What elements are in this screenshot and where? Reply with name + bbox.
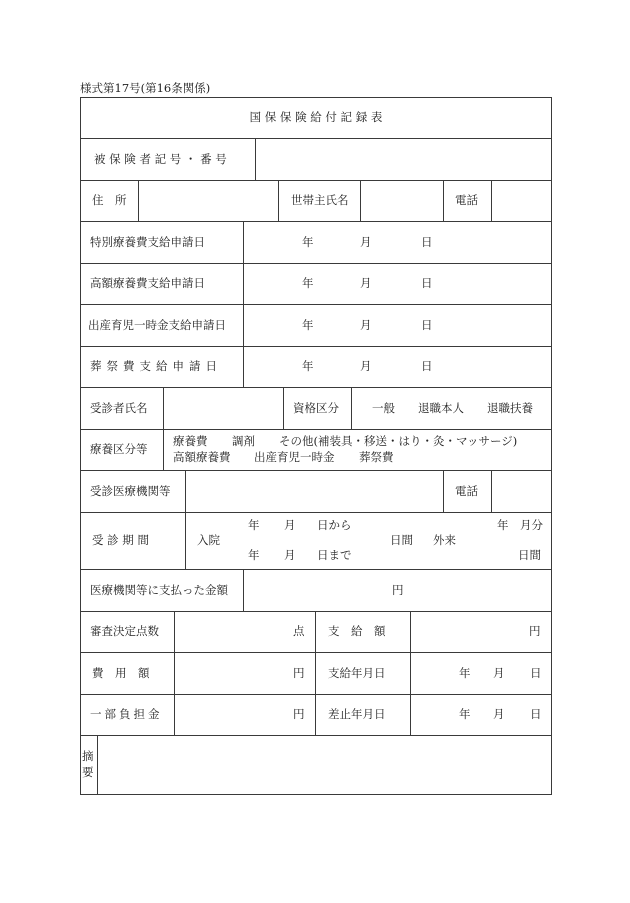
period-from-label: 日から [317, 518, 352, 532]
date-day-unit: 日 [421, 235, 433, 249]
treatment-childbirth: 出産育児一時金 [254, 450, 335, 464]
treatment-category-label: 療養区分等 [90, 442, 148, 456]
date-month-unit: 月 [360, 235, 372, 249]
payment-year-unit: 年 [459, 666, 471, 680]
row-line [80, 97, 552, 98]
period-from-month-unit: 月 [284, 518, 296, 532]
date-year-unit: 年 [302, 318, 314, 332]
col-line [255, 138, 256, 180]
cost-amount-label: 費 用 額 [92, 666, 150, 680]
facility-phone-label: 電話 [455, 484, 478, 498]
treatment-medical-fee: 療養費 [173, 434, 208, 448]
copay-yen-unit: 円 [293, 707, 305, 721]
date-month-unit: 月 [360, 359, 372, 373]
paid-amount-label: 医療機関等に支払った金額 [90, 583, 228, 597]
col-line [185, 512, 186, 569]
col-line [410, 611, 411, 735]
treatment-funeral: 葬祭費 [359, 450, 394, 464]
row-line [80, 569, 552, 570]
period-label: 受 診 期 間 [92, 533, 149, 547]
qualification-general: 一般 [372, 401, 395, 415]
date-year-unit: 年 [302, 359, 314, 373]
table-border-right [551, 97, 552, 795]
benefit-yen-unit: 円 [529, 624, 541, 638]
treatment-other: その他(補装具・移送・はり・灸・マッサージ) [279, 434, 518, 448]
payment-date-label: 支給年月日 [328, 666, 386, 680]
payment-month-unit: 月 [493, 666, 505, 680]
row-line [80, 346, 552, 347]
qualification-retired: 退職本人 [418, 401, 464, 415]
col-line [185, 470, 186, 512]
insured-symbol-label: 被 保 険 者 記 号 ・ 番 号 [94, 152, 227, 166]
col-line [174, 611, 175, 735]
col-line [491, 180, 492, 221]
payment-day-unit: 日 [530, 666, 542, 680]
inpatient-days-unit: 日間 [390, 533, 413, 547]
date-day-unit: 日 [421, 359, 433, 373]
col-line [283, 387, 284, 429]
form-code: 様式第17号(第16条関係) [80, 81, 211, 95]
paid-amount-yen-unit: 円 [392, 583, 404, 597]
date-year-unit: 年 [302, 276, 314, 290]
col-line [443, 180, 444, 221]
cost-yen-unit: 円 [293, 666, 305, 680]
high-cost-date-label: 高額療養費支給申請日 [90, 276, 205, 290]
treatment-dispensing: 調剤 [232, 434, 255, 448]
qualification-retired-dependent: 退職扶養 [487, 401, 533, 415]
qualification-label: 資格区分 [293, 401, 339, 415]
col-line [315, 611, 316, 735]
facility-label: 受診医療機関等 [90, 484, 171, 498]
col-line [243, 221, 244, 387]
date-day-unit: 日 [421, 276, 433, 290]
remarks-label-1: 摘 [82, 749, 94, 763]
address-label: 住 所 [92, 193, 127, 207]
row-line [80, 694, 552, 695]
col-line [443, 470, 444, 512]
row-line [80, 180, 552, 181]
row-line [80, 512, 552, 513]
period-from-year-unit: 年 [248, 518, 260, 532]
points-unit: 点 [293, 624, 305, 638]
row-line [80, 652, 552, 653]
date-year-unit: 年 [302, 235, 314, 249]
col-line [163, 387, 164, 429]
row-line [80, 794, 552, 795]
date-day-unit: 日 [421, 318, 433, 332]
outpatient-days-unit: 日間 [518, 548, 541, 562]
patient-name-label: 受診者氏名 [90, 401, 148, 415]
row-line [80, 138, 552, 139]
col-line [491, 470, 492, 512]
phone-label: 電話 [455, 193, 478, 207]
col-line [97, 735, 98, 794]
col-line [278, 180, 279, 221]
col-line [360, 180, 361, 221]
special-medical-date-label: 特別療養費支給申請日 [90, 235, 205, 249]
row-line [80, 429, 552, 430]
copay-label: 一部負担金 [90, 707, 163, 721]
col-line [351, 387, 352, 429]
row-line [80, 304, 552, 305]
funeral-date-label: 葬祭費支給申請日 [90, 359, 222, 373]
benefit-amount-label: 支 給 額 [328, 624, 386, 638]
treatment-high-cost: 高額療養費 [173, 450, 231, 464]
inpatient-label: 入院 [197, 533, 220, 547]
form-title: 国 保 保 険 給 付 記 録 表 [249, 110, 383, 124]
col-line [138, 180, 139, 221]
stop-date-label: 差止年月日 [328, 707, 386, 721]
household-head-label: 世帯主氏名 [291, 193, 349, 207]
stop-month-unit: 月 [493, 707, 505, 721]
table-border-left [80, 97, 81, 795]
stop-year-unit: 年 [459, 707, 471, 721]
row-line [80, 470, 552, 471]
date-month-unit: 月 [360, 318, 372, 332]
outpatient-label: 外来 [433, 533, 456, 547]
stop-day-unit: 日 [530, 707, 542, 721]
row-line [80, 221, 552, 222]
row-line [80, 387, 552, 388]
childbirth-date-label: 出産育児一時金支給申請日 [88, 318, 226, 332]
outpatient-month-unit: 年 月分 [497, 518, 543, 532]
review-points-label: 審査決定点数 [90, 624, 159, 638]
period-to-month-unit: 月 [284, 548, 296, 562]
period-to-year-unit: 年 [248, 548, 260, 562]
remarks-label-2: 要 [82, 765, 94, 779]
date-month-unit: 月 [360, 276, 372, 290]
row-line [80, 735, 552, 736]
period-to-label: 日まで [317, 548, 352, 562]
col-line [243, 569, 244, 611]
row-line [80, 263, 552, 264]
col-line [163, 429, 164, 470]
row-line [80, 611, 552, 612]
